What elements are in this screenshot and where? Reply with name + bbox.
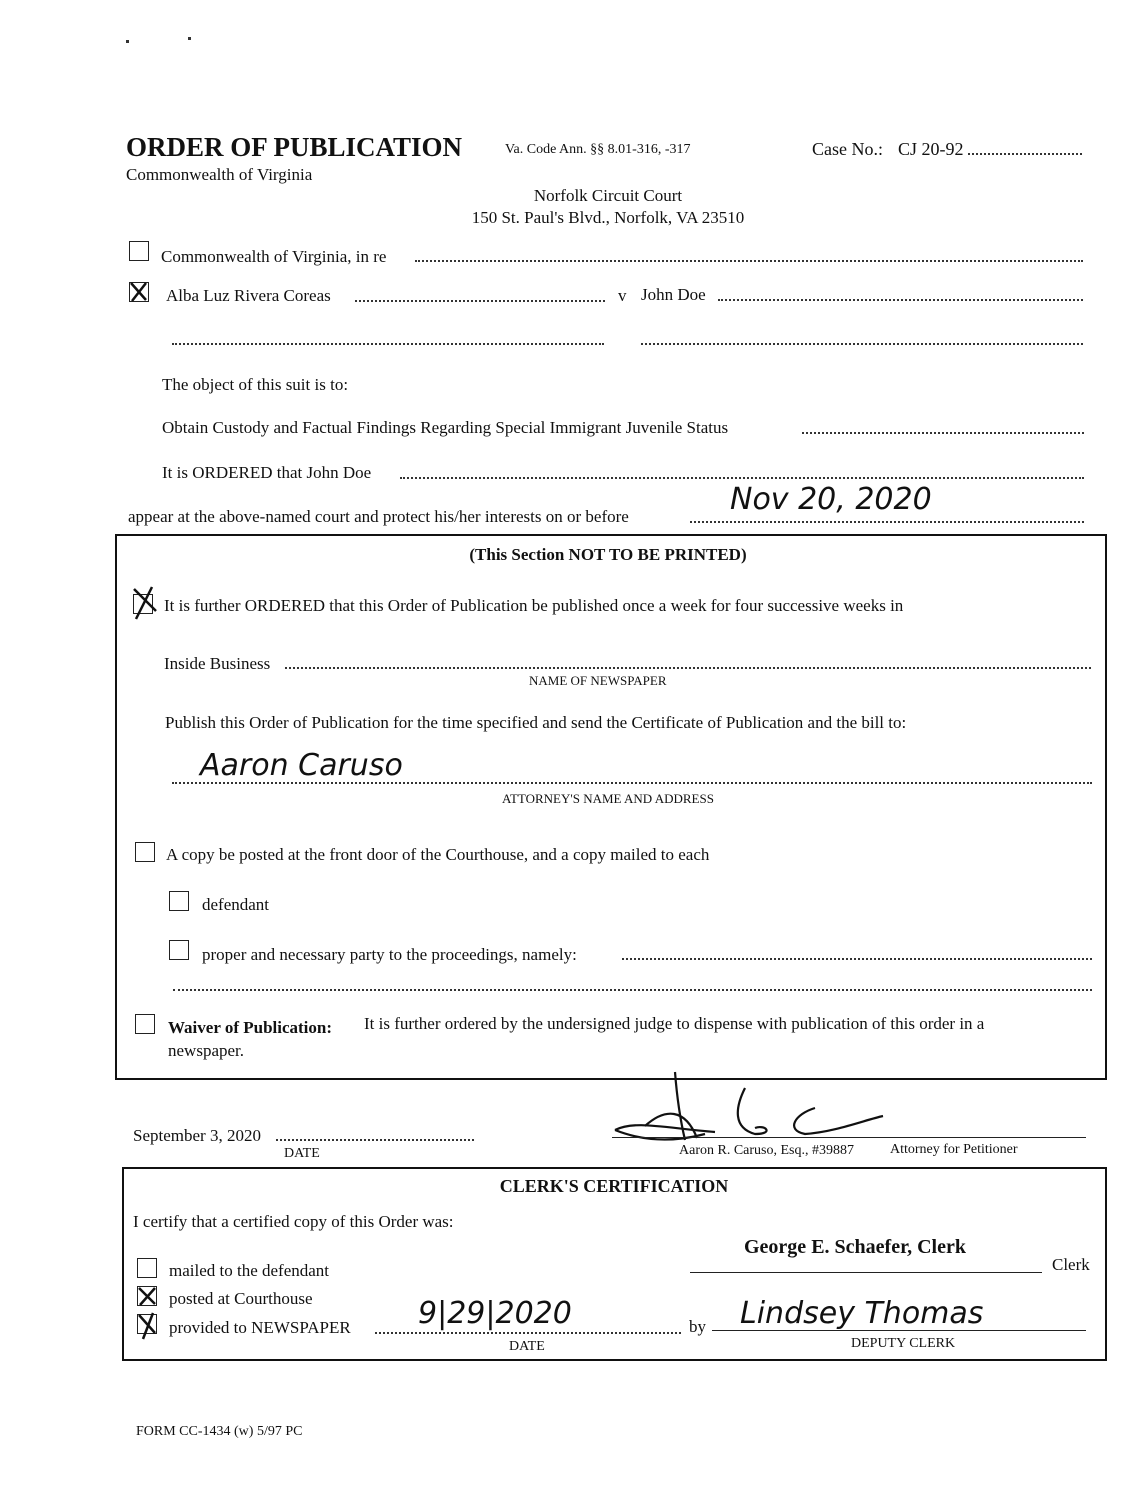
scan-speck — [126, 40, 129, 43]
newspaper-caption: NAME OF NEWSPAPER — [529, 673, 667, 688]
court-name: Norfolk Circuit Court — [533, 186, 683, 205]
commonwealth-label: Commonwealth of Virginia, in re — [161, 247, 387, 266]
deputy-clerk-line — [712, 1330, 1086, 1331]
clerk-name: George E. Schaefer, Clerk — [744, 1236, 966, 1258]
party-leader — [622, 958, 1092, 960]
waiver-checkbox[interactable] — [135, 1014, 155, 1034]
clerk-name-line — [690, 1272, 1042, 1273]
mailed-label: mailed to the defendant — [169, 1261, 330, 1280]
defendant-checkbox[interactable] — [169, 891, 189, 911]
order-date-leader — [276, 1139, 474, 1141]
order-date: September 3, 2020 — [133, 1126, 261, 1145]
commonwealth-leader — [415, 260, 1083, 262]
check-x-icon — [130, 585, 160, 621]
ordered-leader — [400, 477, 1084, 479]
attorney-caption: ATTORNEY'S NAME AND ADDRESS — [502, 791, 714, 806]
additional-plaintiff-line — [172, 343, 604, 345]
form-title: ORDER OF PUBLICATION — [126, 132, 463, 162]
provided-leader — [375, 1332, 681, 1334]
case-number-label: Case No.: — [812, 139, 883, 159]
additional-defendant-line — [641, 343, 1083, 345]
mailed-checkbox[interactable] — [137, 1258, 157, 1278]
object-leader — [802, 432, 1084, 434]
certify-text: I certify that a certified copy of this Order was: — [133, 1212, 454, 1231]
posted-checkbox[interactable] — [137, 1286, 157, 1306]
defendant-label: defendant — [202, 895, 270, 914]
clerk-label: Clerk — [1052, 1255, 1090, 1274]
party-checkbox[interactable] — [169, 940, 189, 960]
newspaper-name: Inside Business — [164, 654, 271, 673]
case-number: CJ 20-92 — [898, 139, 964, 159]
provided-date-caption: DATE — [509, 1339, 545, 1354]
by-label: by — [689, 1317, 706, 1336]
scan-speck — [188, 37, 191, 40]
provided-label: provided to NEWSPAPER — [169, 1318, 351, 1337]
defendant-leader — [718, 299, 1083, 301]
object-text: Obtain Custody and Factual Findings Regarding Special Immigrant Juvenile Status — [162, 418, 729, 437]
copy-posted-text: A copy be posted at the front door of the Courthouse, and a copy mailed to each — [166, 845, 710, 864]
order-date-caption: DATE — [284, 1146, 320, 1161]
copy-posted-checkbox[interactable] — [135, 842, 155, 862]
code-reference: Va. Code Ann. §§ 8.01-316, -317 — [505, 142, 691, 157]
deputy-clerk-signature: Lindsey Thomas — [740, 1296, 984, 1331]
form-subtitle: Commonwealth of Virginia — [126, 165, 313, 184]
appear-date-handwritten: Nov 20, 2020 — [730, 482, 932, 517]
attorney-role: Attorney for Petitioner — [890, 1142, 1018, 1157]
party-extra-line — [173, 989, 1092, 991]
provided-date-handwritten: 9|29|2020 — [418, 1296, 572, 1331]
publish-checkbox[interactable] — [133, 594, 153, 614]
plaintiff-leader — [355, 300, 605, 302]
deputy-clerk-caption: DEPUTY CLERK — [851, 1336, 956, 1351]
provided-checkbox[interactable] — [137, 1314, 157, 1334]
court-address: 150 St. Paul's Blvd., Norfolk, VA 23510 — [471, 208, 745, 227]
appear-leader — [690, 521, 1084, 523]
defendant-name: John Doe — [641, 285, 706, 304]
posted-label: posted at Courthouse — [169, 1289, 313, 1308]
attorney-signature-line — [612, 1137, 1086, 1138]
attorney-signature-name: Aaron R. Caruso, Esq., #39887 — [679, 1143, 854, 1158]
appear-text: appear at the above-named court and protect his/her interests on or before — [128, 507, 629, 526]
publish-text: It is further ORDERED that this Order of Publication be published once a week for four successive weeks in — [164, 596, 904, 615]
not-printed-heading: (This Section NOT TO BE PRINTED) — [469, 545, 747, 564]
ordered-text: It is ORDERED that John Doe — [162, 463, 372, 482]
attorney-handwritten: Aaron Caruso — [200, 748, 403, 783]
plaintiff-checkbox[interactable] — [129, 282, 149, 302]
check-x-icon — [135, 1284, 159, 1308]
object-label: The object of this suit is to: — [162, 375, 349, 394]
attorney-leader — [172, 782, 1092, 784]
form-id: FORM CC-1434 (w) 5/97 PC — [136, 1424, 303, 1439]
waiver-text: It is further ordered by the undersigned judge to dispense with publication of this order in a — [364, 1014, 985, 1033]
check-x-icon — [135, 1311, 159, 1341]
party-label: proper and necessary party to the proceedings, namely: — [202, 945, 577, 964]
send-text: Publish this Order of Publication for the time specified and send the Certificate of Publication and the bill to: — [165, 713, 907, 732]
waiver-text-continued: newspaper. — [168, 1041, 245, 1060]
newspaper-leader — [285, 667, 1091, 669]
plaintiff-name: Alba Luz Rivera Coreas — [166, 286, 331, 305]
check-x-icon — [128, 280, 150, 304]
clerk-heading: CLERK'S CERTIFICATION — [499, 1176, 729, 1196]
commonwealth-checkbox[interactable] — [129, 241, 149, 261]
versus-label: v — [618, 286, 627, 305]
waiver-label: Waiver of Publication: — [168, 1018, 333, 1037]
case-number-leader — [968, 153, 1082, 155]
attorney-signature — [605, 1068, 905, 1178]
